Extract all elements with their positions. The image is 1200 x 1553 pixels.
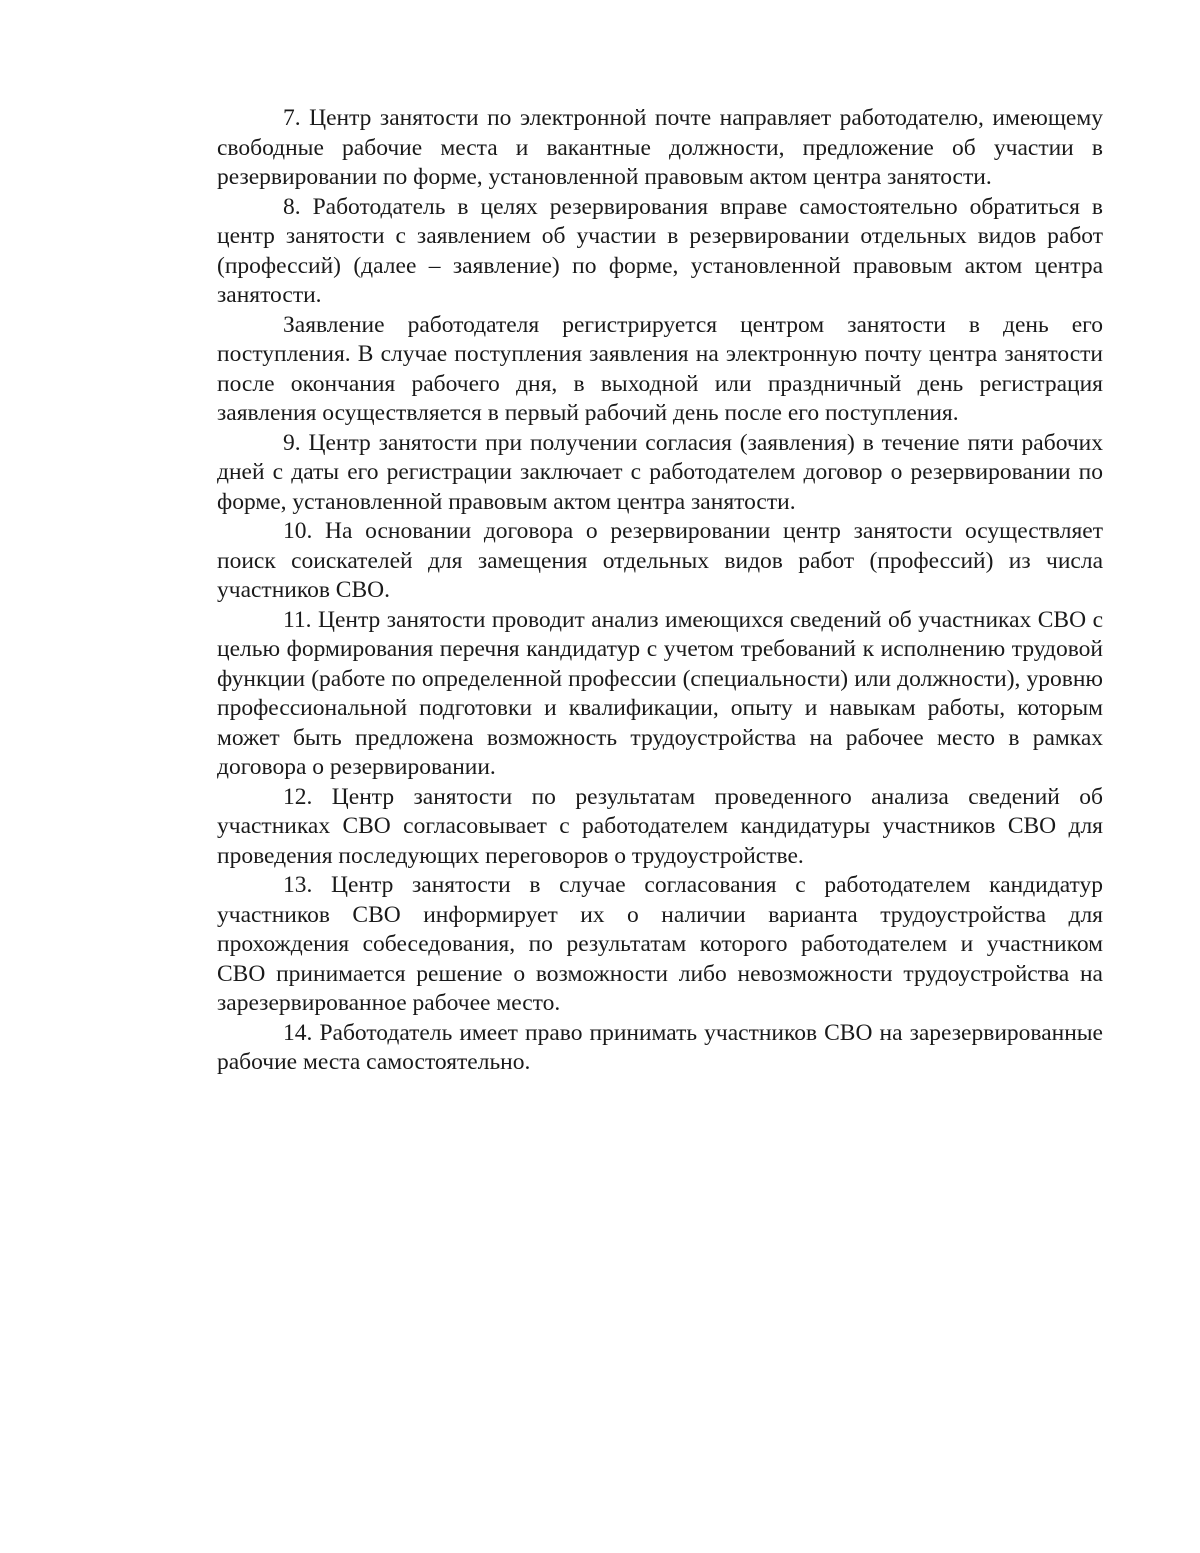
paragraph-13: 13. Центр занятости в случае согласования с работодателем кандидатур участников СВО информирует их о наличии варианта трудоустройства для прохождения собеседования, по результатам которого работодателем и участником СВО принимается решение о возможности либо невозможности трудоустройства на зарезервированное рабочее место. — [217, 872, 1103, 1016]
paragraph-8: 8. Работодатель в целях резервирования вправе самостоятельно обратиться в центр занятости с заявлением об участии в резервировании отдельных видов работ (профессий) (далее – заявление) по форме, установленной правовым актом центра занятости. — [217, 193, 1103, 308]
paragraph-14: 14. Работодатель имеет право принимать участников СВО на зарезервированные рабочие места самостоятельно. — [217, 1019, 1103, 1075]
paragraph-7: 7. Центр занятости по электронной почте направляет работодателю, имеющему свободные рабочие места и вакантные должности, предложение об участии в резервировании по форме, установленной правовым актом центра занятости. — [217, 105, 1103, 190]
paragraph-8-registration: Заявление работодателя регистрируется центром занятости в день его поступления. В случае поступления заявления на электронную почту центра занятости после окончания рабочего дня, в выходной или праздничный день регистрация заявления осуществляется в первый рабочий день после его поступления. — [217, 311, 1103, 426]
paragraph-12: 12. Центр занятости по результатам проведенного анализа сведений об участниках СВО согласовывает с работодателем кандидатуры участников СВО для проведения последующих переговоров о трудоустройстве. — [217, 783, 1103, 869]
document-page — [217, 104, 1103, 1078]
paragraph-10: 10. На основании договора о резервировании центр занятости осуществляет поиск соискателей для замещения отдельных видов работ (профессий) из числа участников СВО. — [217, 518, 1103, 603]
paragraph-9: 9. Центр занятости при получении согласия (заявления) в течение пяти рабочих дней с даты его регистрации заключает с работодателем договор о резервировании по форме, установленной правовым актом центра занятости. — [217, 429, 1103, 515]
paragraph-11: 11. Центр занятости проводит анализ имеющихся сведений об участниках СВО с целью формирования перечня кандидатур с учетом требований к исполнению трудовой функции (работе по определенной профессии (специальности) или должности), уровню профессиональной подготовки и квалификации, опыту и навыкам работы, которым может быть предложена возможность трудоустройства на рабочее место в рамках договора о резервировании. — [217, 606, 1103, 780]
